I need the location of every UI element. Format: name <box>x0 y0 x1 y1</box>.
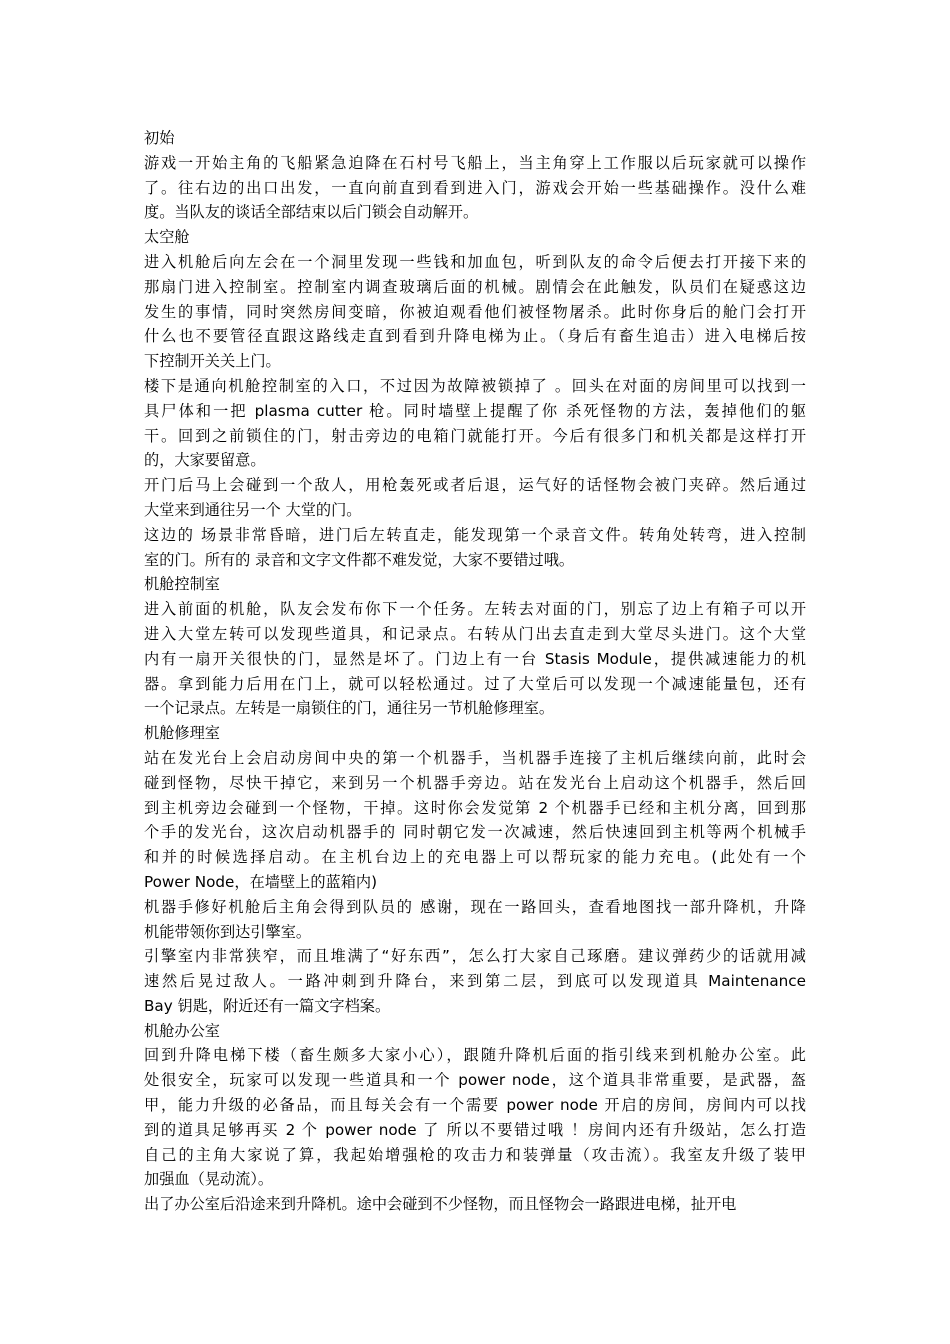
text-line: 这边的 场景非常昏暗，进门后左转直走，能发现第一个录音文件。转角处转弯，进入控制 <box>144 525 806 544</box>
text-line: 进入前面的机舱，队友会发布你下一个任务。左转去对面的门，别忘了边上有箱子可以开 <box>144 600 806 619</box>
paragraph <box>144 944 806 1018</box>
text-line: Bay 钥匙，附近还有一篇文字档案。 <box>144 996 391 1015</box>
text-line: 进入大堂左转可以发现些道具，和记录点。右转从门出去直走到大堂尽头进门。这个大堂 <box>144 624 806 643</box>
text-line: 下控制开关关上门。 <box>144 352 281 371</box>
text-line: 速然后晃过敌人。一路冲刺到升降台，来到第二层，到底可以发现道具 Maintenance <box>144 972 806 991</box>
section-heading <box>144 572 806 597</box>
text-line: 到主机旁边会碰到一个怪物，干掉。这时你会发觉第 2 个机器手已经和主机分离，回到那 <box>144 798 806 817</box>
text-line: 进入机舱后向左会在一个洞里发现一些钱和加血包，听到队友的命令后便去打开接下来的 <box>144 252 806 271</box>
text-line: 大堂来到通往另一个 大堂的门。 <box>144 500 362 519</box>
heading-text: 初始 <box>144 129 175 147</box>
text-line: 甲，能力升级的必备品，而且每关会有一个需要 power node 开启的房间，房间内可以找 <box>144 1096 806 1115</box>
text-line: 机器手修好机舱后主角会得到队员的 感谢，现在一路回头，查看地图找一部升降机，升降 <box>144 897 806 916</box>
heading-text: 机舱办公室 <box>144 1021 220 1040</box>
paragraph <box>144 895 806 945</box>
text-line: 到的道具足够再买 2 个 power node 了 所以不要错过哦 ！房间内还有升级站，怎么打造 <box>144 1120 806 1139</box>
text-line: 和并的时候选择启动。在主机台边上的充电器上可以帮玩家的能力充电。(此处有一个 <box>144 848 806 867</box>
heading-text: 机舱控制室 <box>144 575 220 594</box>
text-line: 什么也不要管径直跟这路线走直到看到升降电梯为止。（身后有畜生追击）进入电梯后按 <box>144 327 806 346</box>
text-line: 回到升降电梯下楼（畜生颇多大家小心），跟随升降机后面的指引线来到机舱办公室。此 <box>144 1046 806 1065</box>
text-line: 处很安全，玩家可以发现一些道具和一个 power node，这个道具非常重要，是武器，盔 <box>144 1071 806 1090</box>
section-heading <box>144 1019 806 1044</box>
text-line: 楼下是通向机舱控制室的入口，不过因为故障被锁掉了 。回头在对面的房间里可以找到一 <box>144 376 806 395</box>
section-heading <box>144 721 806 746</box>
text-line: 开门后马上会碰到一个敌人，用枪轰死或者后退，运气好的话怪物会被门夹碎。然后通过 <box>144 476 806 495</box>
text-line: 引擎室内非常狭窄，而且堆满了“好东西”，怎么打大家自己琢磨。建议弹药少的话就用减 <box>144 947 806 966</box>
heading-text: 太空舱 <box>144 228 190 247</box>
text-line: 游戏一开始主角的飞船紧急迫降在石村号飞船上，当主角穿上工作服以后玩家就可以操作 <box>144 153 806 172</box>
text-line: 的，大家要留意。 <box>144 451 266 470</box>
text-line: 个手的发光台，这次启动机器手的 同时朝它发一次减速，然后快速回到主机等两个机械手 <box>144 823 806 842</box>
text-line: 器。拿到能力后用在门上，就可以轻松通过。过了大堂后可以发现一个减速能量包，还有 <box>144 674 806 693</box>
text-line: 内有一扇开关很快的门，显然是坏了。门边上有一台 Stasis Module，提供减速能力的机 <box>144 649 806 668</box>
section-heading <box>144 225 806 250</box>
paragraph <box>144 597 806 721</box>
text-line: 干。回到之前锁住的门，射击旁边的电箱门就能打开。今后有很多门和机关都是这样打开 <box>144 426 806 445</box>
paragraph <box>144 151 806 225</box>
text-line: 具尸体和一把 plasma cutter 枪。同时墙壁上提醒了你 杀死怪物的方法，轰掉他们的躯 <box>144 401 806 420</box>
text-line: 站在发光台上会启动房间中央的第一个机器手，当机器手连接了主机后继续向前，此时会 <box>144 748 806 767</box>
text-line: 一个记录点。左转是一扇锁住的门，通往另一节机舱修理室。 <box>144 699 555 718</box>
text-line: 加强血（晃动流）。 <box>144 1170 274 1189</box>
text-line: 碰到怪物，尽快干掉它，来到另一个机器手旁边。站在发光台上启动这个机器手，然后回 <box>144 773 806 792</box>
text-line: 出了办公室后沿途来到升降机。途中会碰到不少怪物，而且怪物会一路跟进电梯，扯开电 <box>144 1195 737 1214</box>
section-heading <box>144 126 806 151</box>
paragraph <box>144 523 806 573</box>
paragraph <box>144 250 806 374</box>
text-line: 度。当队友的谈话全部结束以后门锁会自动解开。 <box>144 203 479 222</box>
text-line: 发生的事情，同时突然房间变暗，你被迫观看他们被怪物屠杀。此时你身后的舱门会打开 <box>144 302 806 321</box>
paragraph <box>144 1192 806 1217</box>
document-page <box>144 126 806 1217</box>
paragraph <box>144 473 806 523</box>
text-line: 室的门。所有的 录音和文字文件都不难发觉，大家不要错过哦。 <box>144 550 575 569</box>
text-line: Power Node，在墙壁上的蓝箱内) <box>144 872 377 891</box>
text-line: 那扇门进入控制室。控制室内调查玻璃后面的机械。剧情会在此触发，队员们在疑惑这边 <box>144 277 806 296</box>
paragraph <box>144 1043 806 1192</box>
text-line: 了。往右边的出口出发，一直向前直到看到进入门，游戏会开始一些基础操作。没什么难 <box>144 178 806 197</box>
text-line: 自己的主角大家说了算，我起始增强枪的攻击力和装弹量（攻击流）。我室友升级了装甲 <box>144 1145 806 1164</box>
heading-text: 机舱修理室 <box>144 724 220 743</box>
text-line: 机能带领你到达引擎室。 <box>144 922 312 941</box>
paragraph <box>144 746 806 895</box>
paragraph <box>144 374 806 473</box>
